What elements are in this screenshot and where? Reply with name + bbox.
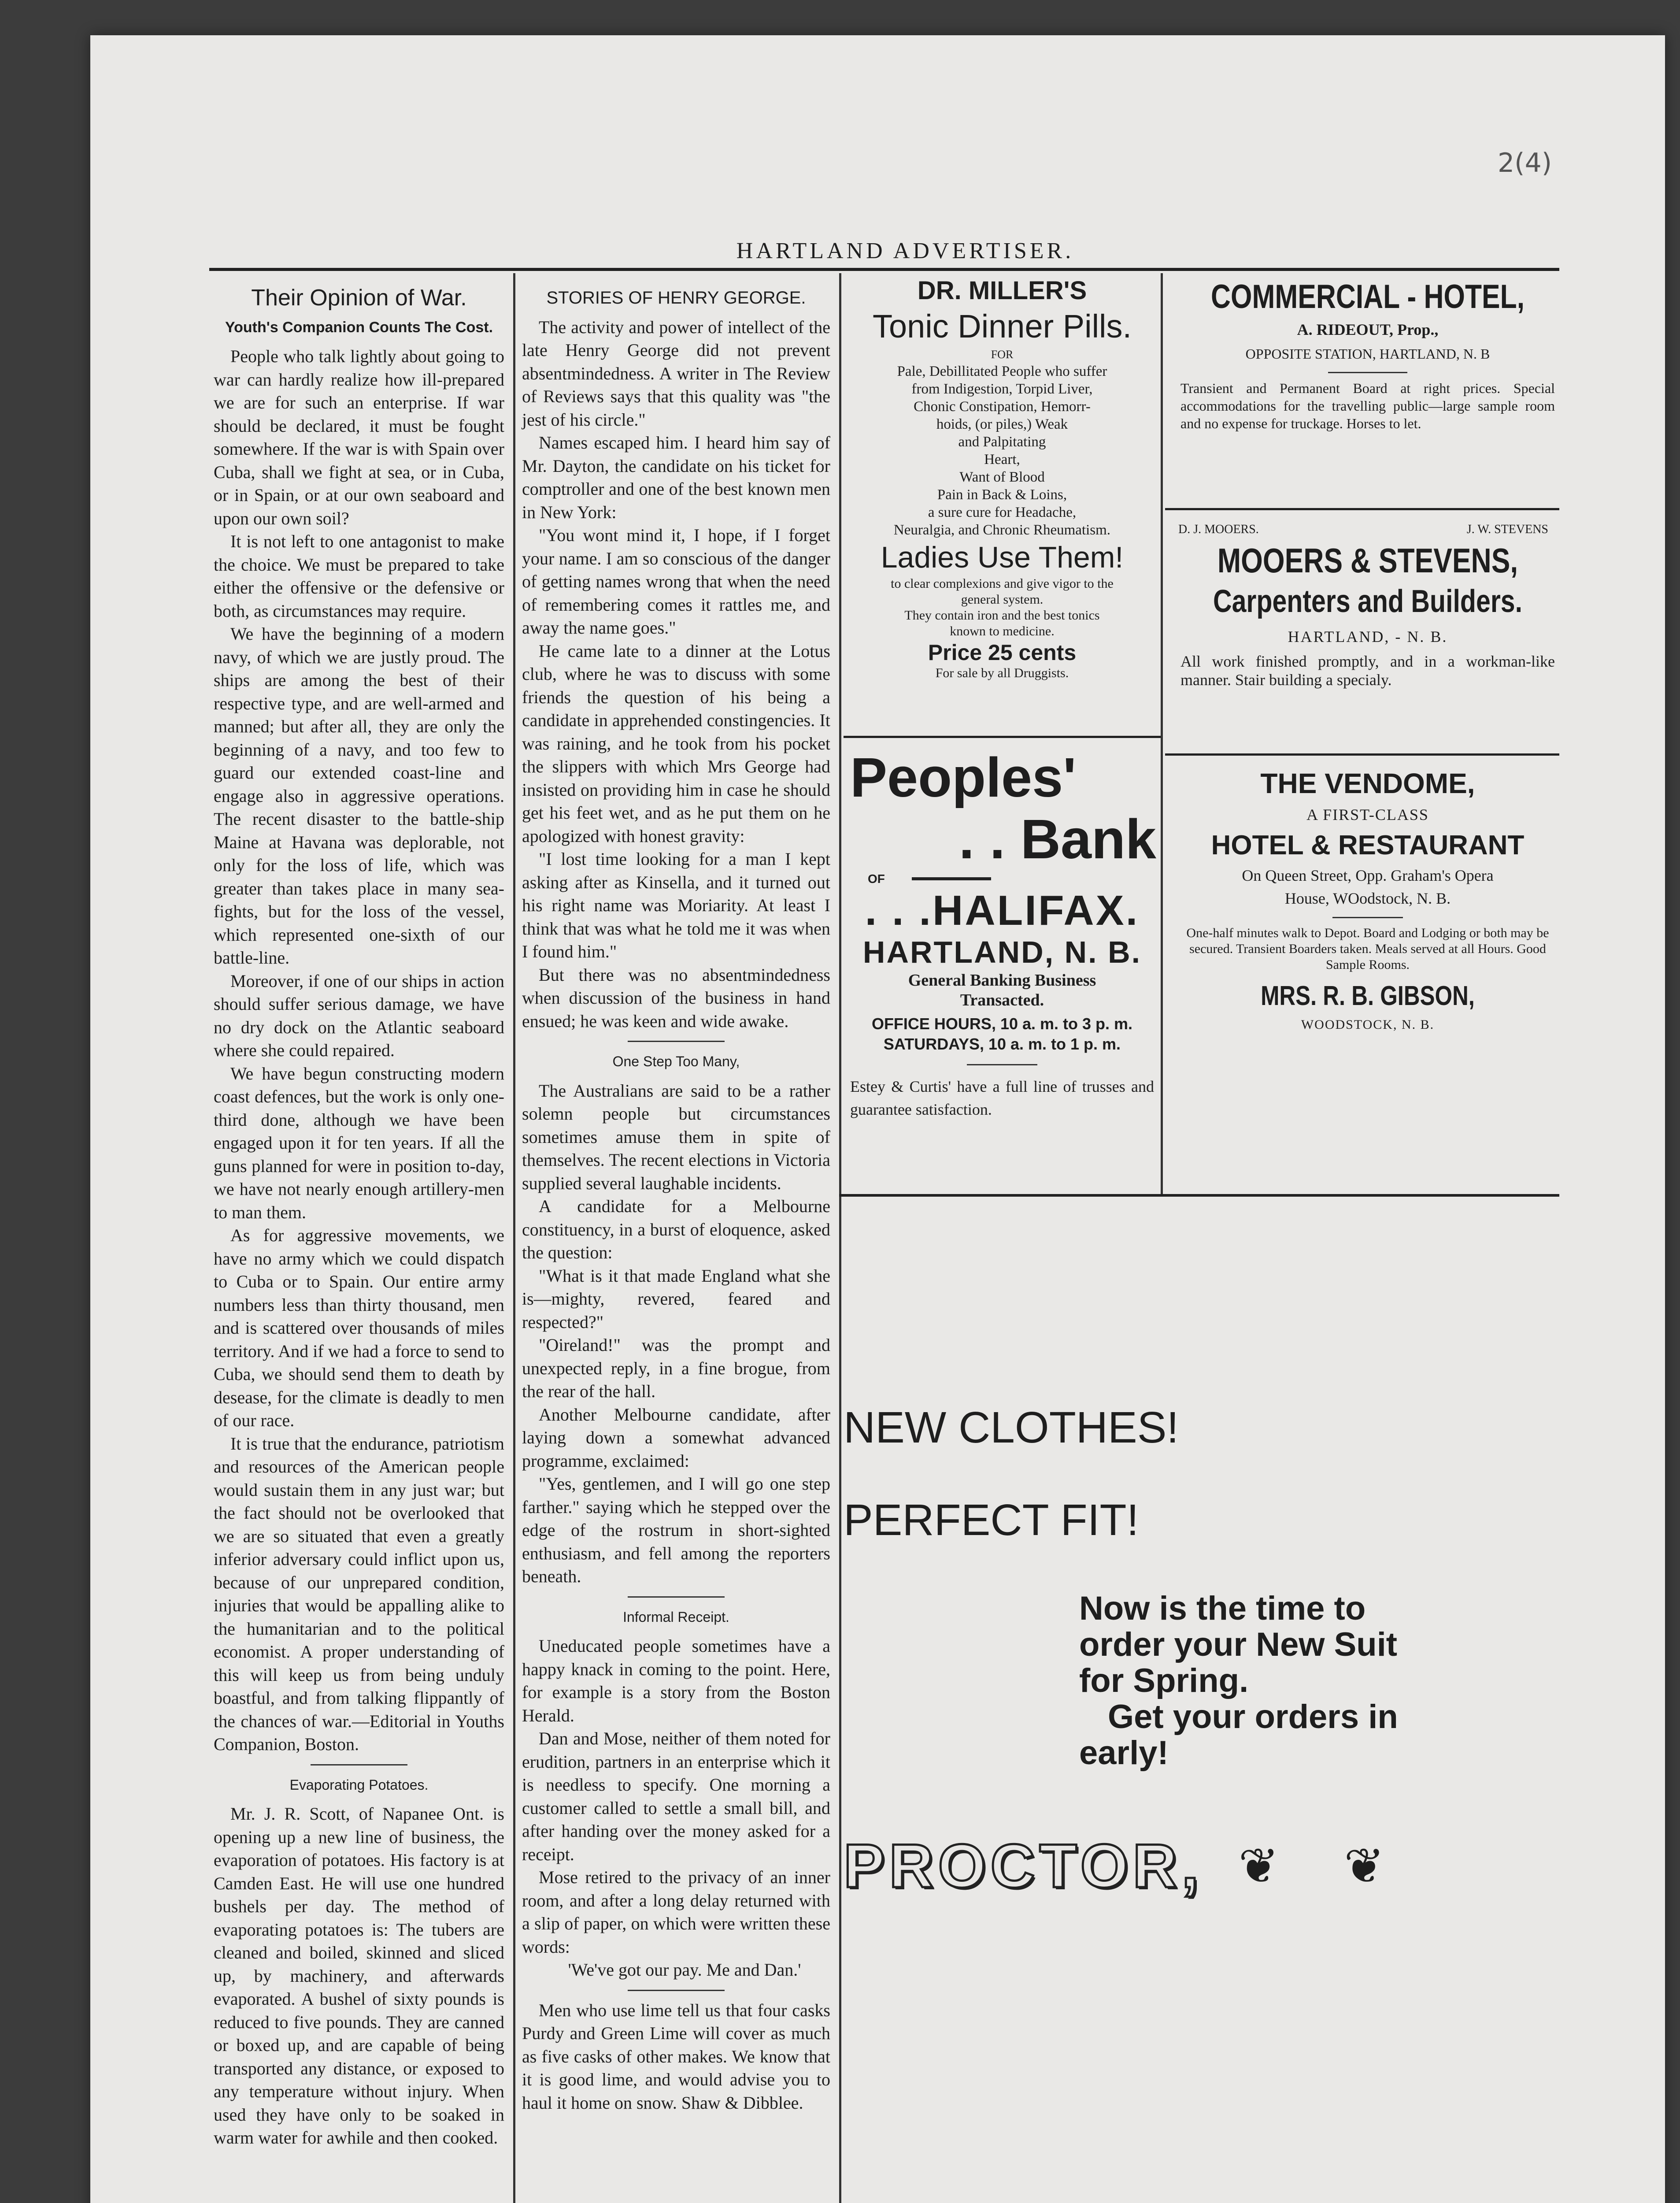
ad-separator — [967, 1064, 1037, 1065]
miller-sale: For sale by all Druggists. — [935, 666, 1069, 680]
receipt-paragraph: Mose retired to the privacy of an inner room, and after a long delay returned with a slip of paper, on which were written these words: — [522, 1867, 830, 1957]
hotel-text: Transient and Permanent Board at right prices. Special accommodations for the travelling public—large sample room and no expense for truckage. Horses to let. — [1180, 380, 1555, 431]
bank-peoples: Peoples' — [850, 746, 1077, 809]
miller-ladies: Ladies Use Them! — [881, 541, 1124, 574]
war-paragraph: We have the beginning of a modern navy, of which we are justly proud. The ships are among the best of their respective type, and are well-armed and manned; but after all, they are only the beginning of a navy, and too few to guard our extended coast-line and engage also in aggressive operations. The recent disaster to the battle-ship Maine at Havana was deplorable, not only for the loss of life, which was greater than takes place in many sea-fights, but for the loss of the vessel, which represented one-sixth of our battle-line. — [214, 624, 504, 968]
miller-line: Pale, Debillitated People who suffer — [897, 363, 1107, 379]
potatoes-paragraph: Mr. J. R. Scott, of Napanee Ont. is opening up a new line of business, the evaporation of potatoes. His factory is at Camden East. He will use one hundred bushels per day. The method of evaporating potatoes is: The tubers are cleaned and boiled, skinned and sliced up, by machinery, and afterwards evaporated. A bushel of sixty pounds is reduced to five pounds. They are canned or boxed up, and are capable of being transported any distance, or exposed to any temperature without injury. When used they have only to be soaked in warm water for awhile and then cooked. — [214, 1804, 504, 2147]
proctor-body: order your New Suit — [1079, 1626, 1398, 1663]
proctor-perfect-fit: PERFECT FIT! — [844, 1495, 1139, 1545]
miller-name: DR. MILLER'S — [917, 276, 1087, 305]
step-paragraph: "Yes, gentlemen, and I will go one step farther." saying which he stepped over the edge of the rostrum in short-sighted enthusiasm, and fell among the reporters beneath. — [522, 1474, 830, 1586]
ad-block-bottom-rule — [839, 1194, 1559, 1197]
miller-line: and Palpitating — [958, 434, 1046, 450]
stevens-right-name: J. W. STEVENS — [1466, 523, 1548, 536]
miller-line: Neuralgia, and Chronic Rheumatism. — [893, 522, 1111, 538]
vendome-text: One-half minutes walk to Depot. Board and Lodging or both may be secured. Transient Boarders taken. Meals served at all Hours. Good Sample Rooms. — [1186, 926, 1549, 972]
article-title-war: Their Opinion of War. — [251, 285, 467, 311]
miller-price: Price 25 cents — [928, 640, 1077, 665]
mooers-text: All work finished promptly, and in a workman-like manner. Stair building a specialy. — [1180, 653, 1555, 689]
receipt-paragraph: Dan and Mose, neither of them noted for erudition, partners in an enterprise which it is needless to specify. One morning a customer called to settle a small bill, and after handing over the money asked for a receipt. — [522, 1728, 830, 1864]
war-paragraph: It is not left to one antagonist to make the choice. We must be prepared to take either the offensive or the defensive or both, as circumstances may require. — [214, 531, 504, 621]
miller-line2: to clear complexions and give vigor to the — [891, 576, 1114, 591]
bank-halifax: . . .HALIFAX. — [865, 887, 1140, 934]
george-paragraph: But there was no absentmindedness when discussion of the business in hand ensued; he was keen and wide awake. — [522, 964, 830, 1031]
article-title-receipt: Informal Receipt. — [623, 1609, 729, 1625]
bank-hartland: HARTLAND, N. B. — [862, 935, 1142, 969]
ad-separator — [844, 736, 1161, 738]
ad-commercial-hotel — [1169, 277, 1566, 432]
lime-notice: Men who use lime tell us that four casks Purdy and Green Lime will cover as much as five casks of other makes. We know that it is good lime, and would advise you to haul it home on snow. Shaw & Dibblee. — [522, 2000, 830, 2113]
proctor-body: for Spring. — [1079, 1662, 1249, 1699]
column-divider-3 — [1161, 273, 1163, 1194]
article-title-potatoes: Evaporating Potatoes. — [289, 1776, 429, 1793]
column-divider-2 — [839, 273, 841, 2203]
proctor-ornament-icon: ❦ ❦ — [1238, 1839, 1411, 1893]
vendome-owner: MRS. R. B. GIBSON, — [1261, 981, 1475, 1011]
miller-line: Chonic Constipation, Hemorr- — [914, 399, 1091, 415]
vendome-hotel: HOTEL & RESTAURANT — [1211, 830, 1525, 860]
miller-product: Tonic Dinner Pills. — [872, 308, 1132, 345]
bank-of-rule — [912, 877, 991, 880]
war-paragraph: We have begun constructing modern coast defences, but the work is only one-third done, although we have been engaged upon it for ten years. If all the guns planned for were in position to-day, we have not nearly enough artillery-men to man them. — [214, 1063, 504, 1222]
column-2 — [522, 282, 830, 2114]
handwritten-page-mark: 2(4) — [1498, 148, 1552, 178]
bank-saturdays: SATURDAYS, 10 a. m. to 1 p. m. — [883, 1035, 1121, 1053]
miller-line2: They contain iron and the best tonics — [904, 608, 1100, 623]
ad-separator — [1165, 508, 1559, 510]
george-paragraph: He came late to a dinner at the Lotus club, where he was to discuss with some friends the question of his being a candidate in apprehended constingencies. It was raining, and he took from his pocket the slippers with which Mrs George had insisted on providing him in case he should get his feet wet, and as he put them on he apologized with honest gravity: — [522, 641, 830, 846]
vendome-town: WOODSTOCK, N. B. — [1301, 1017, 1435, 1032]
miller-for: FOR — [991, 348, 1014, 361]
receipt-paragraph: Uneducated people sometimes have a happy knack in coming to the point. Here, for example is a story from the Boston Herald. — [522, 1636, 830, 1725]
hotel-location: OPPOSITE STATION, HARTLAND, N. B — [1245, 346, 1490, 362]
vendome-house: House, WOodstock, N. B. — [1284, 890, 1451, 907]
article-separator — [628, 1990, 725, 1991]
miller-line: Pain in Back & Loins, — [937, 487, 1067, 503]
column-divider-1 — [513, 273, 515, 2203]
estey-notice: Estey & Curtis' have a full line of trusses and guarantee satisfaction. — [850, 1078, 1154, 1118]
mooers-name: MOOERS & STEVENS, — [1217, 541, 1518, 580]
article-title-george: STORIES OF HENRY GEORGE. — [546, 288, 806, 308]
george-paragraph: The activity and power of intellect of the late Henry George did not prevent absentmindedness. A writer in The Review of Reviews says that this quality was "the jest of his circle." — [522, 317, 830, 430]
bank-of: OF — [868, 872, 885, 886]
miller-line: from Indigestion, Torpid Liver, — [911, 381, 1093, 397]
vendome-first: A FIRST-CLASS — [1306, 806, 1429, 823]
step-paragraph: The Australians are said to be a rather solemn people but circumstances sometimes amuse them in spite of themselves. The recent elections in Victoria supplied several laughable incidents. — [522, 1080, 830, 1193]
column-1 — [214, 282, 504, 2150]
receipt-paragraph: 'We've got our pay. Me and Dan.' — [568, 1960, 801, 1980]
ad-separator — [1165, 753, 1559, 756]
mooers-place: HARTLAND, - N. B. — [1288, 628, 1448, 645]
bank-business: General Banking Business — [908, 971, 1096, 990]
hotel-name: COMMERCIAL - HOTEL, — [1210, 278, 1525, 315]
ad-mooers-stevens — [1169, 520, 1566, 689]
miller-line2: general system. — [961, 592, 1044, 607]
ad-proctor — [844, 1401, 1557, 1899]
bank-hours: OFFICE HOURS, 10 a. m. to 3 p. m. — [871, 1015, 1133, 1033]
bank-transacted: Transacted. — [960, 991, 1044, 1009]
ad-separator — [1332, 917, 1403, 918]
war-paragraph: Moreover, if one of our ships in action should suffer serious damage, we have no dry dock on the Atlantic seaboard where she could repaired. — [214, 971, 504, 1060]
george-paragraph: "I lost time looking for a man I kept asking after as Kinsella, and it turned out his right name was Moriarity. At least I think that was what he told me it was when I found him." — [522, 849, 830, 961]
mooers-left-name: D. J. MOOERS. — [1178, 523, 1259, 536]
miller-line: Heart, — [984, 452, 1020, 467]
hotel-prop: A. RIDEOUT, Prop., — [1297, 321, 1439, 338]
miller-line: a sure cure for Headache, — [928, 504, 1077, 520]
masthead-rule — [209, 268, 1559, 271]
proctor-name: PROCTOR, — [844, 1831, 1203, 1900]
article-subtitle-war: Youth's Companion Counts The Cost. — [225, 319, 493, 336]
proctor-body: early! — [1079, 1734, 1169, 1772]
ad-dr-miller — [848, 275, 1156, 681]
article-separator — [311, 1764, 407, 1765]
vendome-name: THE VENDOME, — [1260, 768, 1475, 799]
war-paragraph: As for aggressive movements, we have no army which we could dispatch to Cuba or to Spain. Our entire army numbers less than thirty thousand, men and is scattered over thousands of miles territory. And if we had a force to send to Cuba, we should send them to death by desease, for the climate is deadly to men of our race. — [214, 1225, 504, 1430]
proctor-body: Get your orders in — [1108, 1698, 1398, 1736]
miller-line: Want of Blood — [959, 469, 1045, 485]
step-paragraph: "What is it that made England what she is—mighty, revered, feared and respected?" — [522, 1265, 830, 1332]
ad-separator — [1328, 372, 1407, 373]
bank-bank: . . Bank — [958, 808, 1156, 870]
proctor-new-clothes: NEW CLOTHES! — [844, 1403, 1179, 1452]
proctor-body: Now is the time to — [1079, 1590, 1366, 1627]
miller-line: hoids, (or piles,) Weak — [936, 416, 1068, 432]
miller-line2: known to medicine. — [950, 624, 1055, 638]
article-title-step: One Step Too Many, — [612, 1053, 740, 1069]
vendome-street: On Queen Street, Opp. Graham's Opera — [1242, 867, 1494, 884]
masthead: HARTLAND ADVERTISER. — [736, 238, 1074, 263]
war-paragraph: It is true that the endurance, patriotism and resources of the American people would sustain them in any just war; but the fact should not be overlooked that we are so situated that even a greatly inferior adversary could inflict upon us, because of our unprepared condition, injuries that would be appalling alike to the humanitarian and to the political economist. A proper understanding of this will keep us from being unduly boastful, and from talking flippantly of the chances of war.—Editorial in Youths Companion, Boston. — [214, 1433, 504, 1754]
article-separator — [628, 1596, 725, 1598]
step-paragraph: "Oireland!" was the prompt and unexpected reply, in a fine brogue, from the rear of the hall. — [522, 1335, 830, 1401]
ad-vendome — [1169, 764, 1566, 1034]
article-separator — [628, 1041, 725, 1042]
mooers-trade: Carpenters and Builders. — [1213, 584, 1523, 619]
war-paragraph: People who talk lightly about going to war can hardly realize how ill-prepared we are for such an enterprise. If war should be declared, it must be fought somewhere. If the war is with Spain over Cuba, shall we fight at sea, or in Cuba, or in Spain, or at our own seaboard and upon our own soil? — [214, 346, 504, 528]
ad-peoples-bank — [846, 747, 1158, 1121]
step-paragraph: Another Melbourne candidate, after laying down a somewhat advanced programme, exclaimed: — [522, 1404, 830, 1471]
newspaper-page — [90, 35, 1665, 2203]
george-paragraph: Names escaped him. I heard him say of Mr. Dayton, the candidate on his ticket for comptroller and one of the best known men in New York: — [522, 433, 830, 522]
step-paragraph: A candidate for a Melbourne constituency, in a burst of eloquence, asked the question: — [522, 1196, 830, 1262]
george-paragraph: "You wont mind it, I hope, if I forget your name. I am so conscious of the danger of getting names wrong that when the need of remembering comes it rattles me, and away the name goes." — [522, 525, 830, 638]
